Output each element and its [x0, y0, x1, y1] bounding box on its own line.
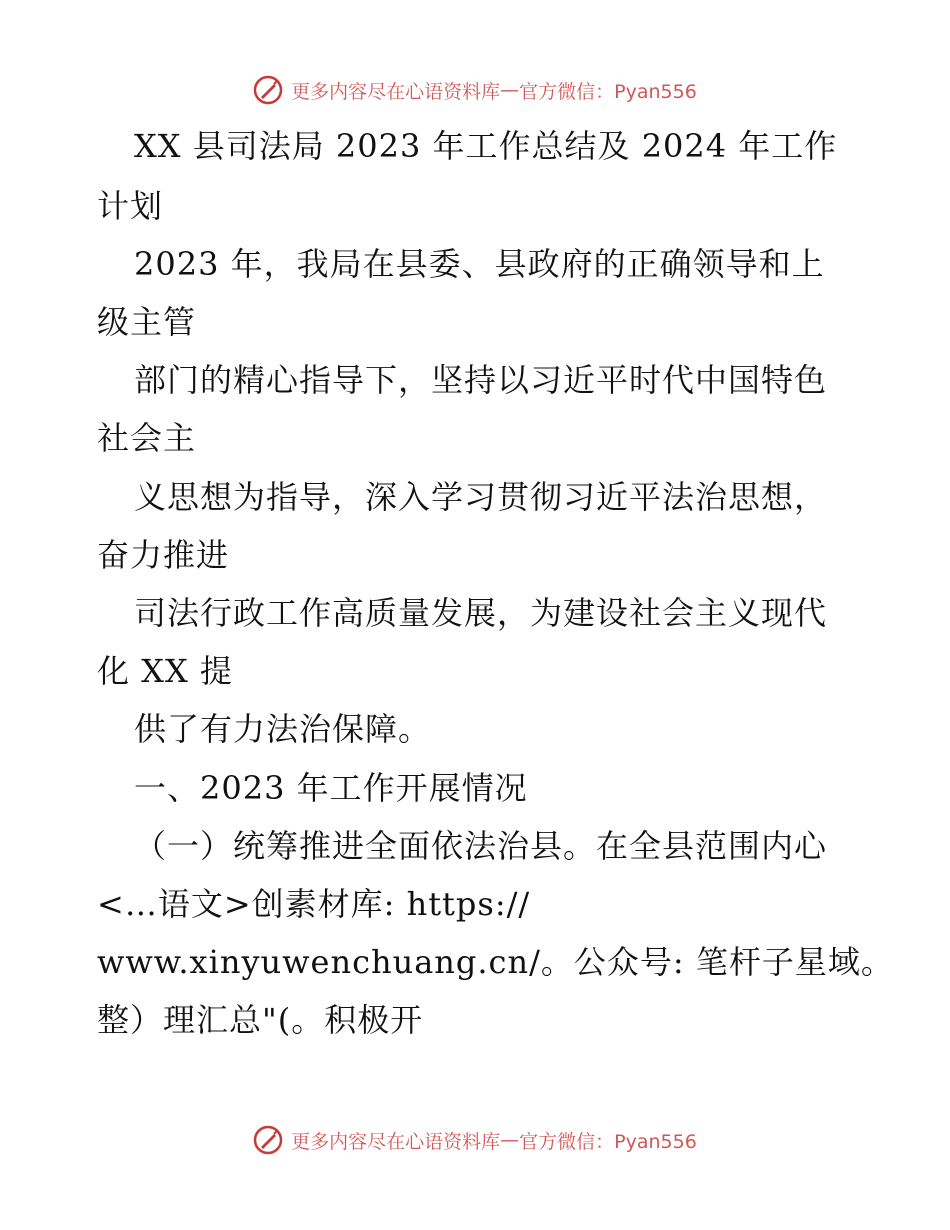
paragraph-line: 供了有力法治保障。 — [134, 710, 432, 748]
watermark-text: 更多内容尽在心语资料库 — [291, 80, 501, 103]
paragraph-line: 2023 年，我局在县委、县政府的正确领导和上 — [134, 245, 825, 283]
paragraph-line: 部门的精心指导下，坚持以习近平时代中国特色 — [134, 361, 828, 399]
watermark-separator: — — [500, 1129, 520, 1151]
paragraph-line: 奋力推进 — [97, 536, 230, 574]
paragraph-line: 整）理汇总"(。积极开 — [97, 1001, 424, 1039]
paragraph-line: 社会主 — [97, 419, 197, 457]
footer-watermark — [0, 1120, 950, 1160]
paragraph-line: <…语文>创素材库: https:// — [97, 885, 531, 923]
title-line-2: 计划 — [97, 187, 164, 225]
watermark-wechat: 官方微信：Pyan556 — [519, 80, 697, 103]
watermark-wechat: 官方微信：Pyan556 — [519, 1130, 697, 1153]
header-watermark — [0, 70, 950, 110]
title-line-1: XX 县司法局 2023 年工作总结及 2024 年工作 — [134, 127, 838, 165]
watermark-text: 更多内容尽在心语资料库 — [291, 1130, 501, 1153]
paragraph-line: www.xinyuwenchuang.cn/。公众号: 笔杆子星域。 — [97, 943, 894, 981]
paragraph-line: 级主管 — [97, 303, 197, 341]
paragraph-line: 化 XX 提 — [97, 652, 233, 690]
watermark-separator: — — [500, 79, 520, 101]
paragraph-line: （一）统筹推进全面依法治县。在全县范围内心 — [134, 827, 828, 865]
paragraph-line: 司法行政工作高质量发展，为建设社会主义现代 — [134, 594, 828, 632]
quill-logo-icon — [253, 75, 283, 105]
quill-logo-icon — [253, 1125, 283, 1155]
paragraph-line: 义思想为指导，深入学习贯彻习近平法治思想， — [134, 478, 828, 516]
section-heading: 一、2023 年工作开展情况 — [134, 769, 528, 807]
